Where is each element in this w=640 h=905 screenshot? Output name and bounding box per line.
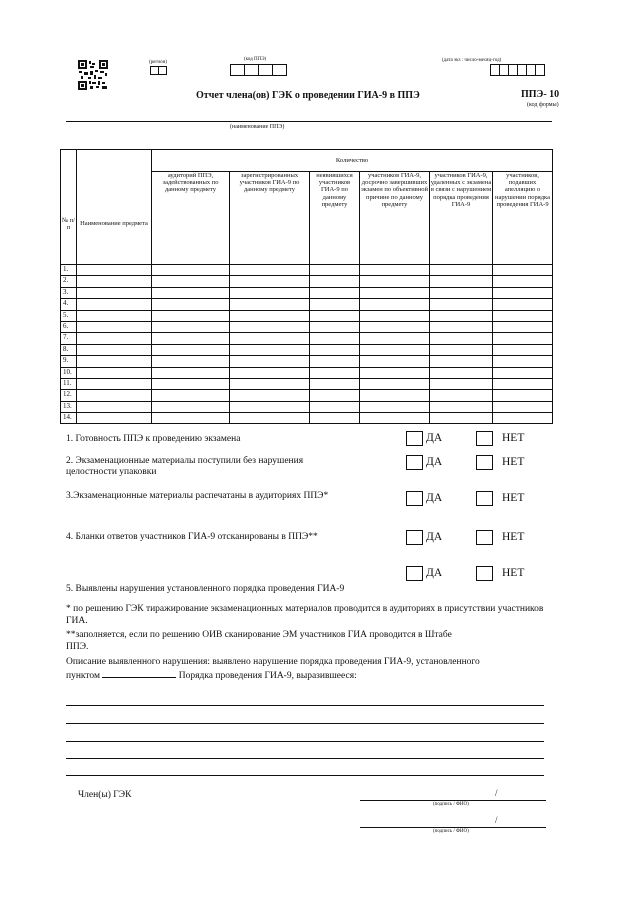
- table-cell[interactable]: [77, 333, 152, 344]
- row-number: 3.: [61, 287, 77, 298]
- table-cell[interactable]: [230, 390, 310, 401]
- row-number: 14.: [61, 413, 77, 424]
- table-cell[interactable]: [360, 333, 430, 344]
- table-cell[interactable]: [230, 401, 310, 412]
- col-num-header: № п/п: [61, 150, 77, 265]
- table-cell[interactable]: [77, 378, 152, 389]
- signature-line-1[interactable]: [360, 800, 546, 801]
- region-caption: (регион): [149, 60, 167, 65]
- table-cell[interactable]: [430, 299, 493, 310]
- table-cell[interactable]: [152, 276, 230, 287]
- no-checkbox-5[interactable]: [476, 566, 493, 581]
- table-cell[interactable]: [77, 367, 152, 378]
- table-cell[interactable]: [230, 276, 310, 287]
- table-row: [61, 299, 553, 310]
- col-registered-header: зарегистрированных участников ГИА-9 по данному предмету: [230, 172, 310, 265]
- table-cell[interactable]: [493, 310, 553, 321]
- no-checkbox-4[interactable]: [476, 530, 493, 545]
- table-row: [61, 310, 553, 321]
- table-cell[interactable]: [360, 390, 430, 401]
- yes-checkbox-1[interactable]: [406, 431, 423, 446]
- table-cell[interactable]: [230, 413, 310, 424]
- description-line[interactable]: [66, 758, 544, 759]
- table-cell[interactable]: [430, 265, 493, 276]
- table-cell[interactable]: [360, 321, 430, 332]
- table-cell[interactable]: [430, 321, 493, 332]
- table-row: [61, 276, 553, 287]
- table-cell[interactable]: [230, 299, 310, 310]
- table-cell[interactable]: [152, 413, 230, 424]
- col-auditoriums-header: аудиторий ППЭ, задействованных по данному предмету: [152, 172, 230, 265]
- table-row: [61, 321, 553, 332]
- table-cell[interactable]: [493, 401, 553, 412]
- no-checkbox-2[interactable]: [476, 455, 493, 470]
- table-cell[interactable]: [310, 390, 360, 401]
- yes-label-3: ДА: [426, 492, 443, 504]
- signature-caption-2: (подпись / ФИО): [433, 829, 469, 834]
- table-cell[interactable]: [230, 378, 310, 389]
- table-cell[interactable]: [230, 287, 310, 298]
- table-cell[interactable]: [360, 265, 430, 276]
- table-cell[interactable]: [152, 299, 230, 310]
- table-cell[interactable]: [360, 356, 430, 367]
- table-cell[interactable]: [493, 367, 553, 378]
- yes-label-1: ДА: [426, 432, 443, 444]
- table-cell[interactable]: [430, 344, 493, 355]
- table-cell[interactable]: [152, 401, 230, 412]
- row-number: 10.: [61, 367, 77, 378]
- table-cell[interactable]: [310, 356, 360, 367]
- table-cell[interactable]: [152, 378, 230, 389]
- date-cells[interactable]: [490, 64, 545, 76]
- col-appeal-header: участников, подавших апелляцию о нарушении порядка проведения ГИА-9: [493, 172, 553, 265]
- description-line-2-end: Порядка проведения ГИА-9, выразившееся:: [178, 671, 357, 681]
- col-removed-header: участников ГИА-9, удаленных с экзамена в связи с нарушением порядка проведения ГИА-9: [430, 172, 493, 265]
- subjects-table: [60, 149, 553, 424]
- row-number: 5.: [61, 310, 77, 321]
- col-early-finish-header: участников ГИА-9, досрочно завершивших экзамен по объективной причине по данному предмету: [360, 172, 430, 265]
- table-cell[interactable]: [493, 378, 553, 389]
- table-cell[interactable]: [430, 287, 493, 298]
- row-number: 11.: [61, 378, 77, 389]
- table-cell[interactable]: [430, 356, 493, 367]
- qr-code: [78, 60, 108, 90]
- yes-checkbox-4[interactable]: [406, 530, 423, 545]
- yes-checkbox-5[interactable]: [406, 566, 423, 581]
- page-title: Отчет члена(ов) ГЭК о проведении ГИА-9 в ППЭ: [196, 90, 420, 101]
- table-cell[interactable]: [77, 401, 152, 412]
- table-cell[interactable]: [360, 378, 430, 389]
- table-cell[interactable]: [493, 356, 553, 367]
- table-cell[interactable]: [230, 333, 310, 344]
- yes-label-5: ДА: [426, 567, 443, 579]
- table-cell[interactable]: [310, 344, 360, 355]
- table-cell[interactable]: [430, 401, 493, 412]
- description-line[interactable]: [66, 723, 544, 724]
- form-code-caption: (код формы): [527, 102, 559, 108]
- table-cell[interactable]: [310, 276, 360, 287]
- check-item-4: 4. Бланки ответов участников ГИА-9 отсканированы в ППЭ**: [66, 532, 318, 542]
- table-cell[interactable]: [77, 276, 152, 287]
- table-cell[interactable]: [430, 413, 493, 424]
- table-cell[interactable]: [310, 378, 360, 389]
- description-line-1: Описание выявленного нарушения: выявлено нарушение порядка проведения ГИА-9, установленного: [66, 657, 480, 667]
- table-cell[interactable]: [430, 333, 493, 344]
- table-cell[interactable]: [77, 356, 152, 367]
- row-number: 2.: [61, 276, 77, 287]
- table-cell[interactable]: [77, 287, 152, 298]
- table-cell[interactable]: [360, 344, 430, 355]
- violation-description: [66, 656, 546, 682]
- yes-label-4: ДА: [426, 531, 443, 543]
- table-cell[interactable]: [360, 401, 430, 412]
- table-cell[interactable]: [230, 321, 310, 332]
- row-number: 6.: [61, 321, 77, 332]
- table-row: [61, 356, 553, 367]
- yes-checkbox-2[interactable]: [406, 455, 423, 470]
- table-cell[interactable]: [360, 413, 430, 424]
- footnote-1: * по решению ГЭК тиражирование экзаменационных материалов проводится в аудиториях в присутствии участников ГИА.: [66, 604, 544, 626]
- table-cell[interactable]: [430, 390, 493, 401]
- table-cell[interactable]: [152, 390, 230, 401]
- row-number: 8.: [61, 344, 77, 355]
- table-cell[interactable]: [360, 276, 430, 287]
- table-cell[interactable]: [77, 413, 152, 424]
- table-cell[interactable]: [493, 265, 553, 276]
- table-cell[interactable]: [310, 333, 360, 344]
- table-cell[interactable]: [360, 299, 430, 310]
- table-cell[interactable]: [77, 321, 152, 332]
- table-cell[interactable]: [493, 276, 553, 287]
- check-item-1: 1. Готовность ППЭ к проведению экзамена: [66, 434, 241, 444]
- table-cell[interactable]: [493, 333, 553, 344]
- table-cell[interactable]: [77, 310, 152, 321]
- table-cell[interactable]: [152, 287, 230, 298]
- check-item-3: 3.Экзаменационные материалы распечатаны в аудиториях ППЭ*: [66, 491, 329, 501]
- table-cell[interactable]: [230, 367, 310, 378]
- table-cell[interactable]: [77, 344, 152, 355]
- no-label-5: НЕТ: [502, 567, 525, 579]
- table-row: [61, 401, 553, 412]
- signature-slash-2: /: [495, 815, 498, 825]
- table-cell[interactable]: [230, 310, 310, 321]
- table-cell[interactable]: [152, 321, 230, 332]
- col-subject-header: Наименование предмета: [77, 150, 152, 265]
- description-line[interactable]: [66, 775, 544, 776]
- table-cell[interactable]: [493, 344, 553, 355]
- date-caption: (дата экз : число-месяц-год): [442, 58, 502, 63]
- table-cell[interactable]: [310, 401, 360, 412]
- no-label-2: НЕТ: [502, 456, 525, 468]
- no-checkbox-1[interactable]: [476, 431, 493, 446]
- no-label-4: НЕТ: [502, 531, 525, 543]
- yes-label-2: ДА: [426, 456, 443, 468]
- table-row: [61, 413, 553, 424]
- signature-line-2[interactable]: [360, 827, 546, 828]
- ppe-name-caption: (наименование ППЭ): [230, 124, 285, 130]
- table-cell[interactable]: [310, 367, 360, 378]
- table-cell[interactable]: [430, 310, 493, 321]
- table-cell[interactable]: [430, 367, 493, 378]
- quantity-group-header: Количество: [152, 150, 553, 172]
- table-row: [61, 265, 553, 276]
- yes-checkbox-3[interactable]: [406, 491, 423, 506]
- table-cell[interactable]: [152, 310, 230, 321]
- table-row: [61, 344, 553, 355]
- table-cell[interactable]: [493, 321, 553, 332]
- ppe-code-cells[interactable]: [230, 64, 287, 76]
- region-cells[interactable]: [150, 66, 167, 75]
- table-cell[interactable]: [360, 310, 430, 321]
- table-cell[interactable]: [310, 413, 360, 424]
- table-cell[interactable]: [360, 287, 430, 298]
- col-absent-header: неявившихся участников ГИА-9 по данному предмету: [310, 172, 360, 265]
- table-row: [61, 287, 553, 298]
- table-cell[interactable]: [230, 344, 310, 355]
- row-number: 13.: [61, 401, 77, 412]
- table-row: [61, 390, 553, 401]
- table-cell[interactable]: [310, 265, 360, 276]
- no-label-3: НЕТ: [502, 492, 525, 504]
- no-label-1: НЕТ: [502, 432, 525, 444]
- table-cell[interactable]: [493, 287, 553, 298]
- table-cell[interactable]: [77, 265, 152, 276]
- table-cell[interactable]: [493, 413, 553, 424]
- table-cell[interactable]: [360, 367, 430, 378]
- row-number: 7.: [61, 333, 77, 344]
- form-code: ППЭ- 10: [521, 89, 560, 100]
- signature-caption-1: (подпись / ФИО): [433, 802, 469, 807]
- table-cell[interactable]: [152, 344, 230, 355]
- table-cell[interactable]: [310, 287, 360, 298]
- table-cell[interactable]: [152, 333, 230, 344]
- table-cell[interactable]: [77, 390, 152, 401]
- signature-slash-1: /: [495, 788, 498, 798]
- table-cell[interactable]: [430, 378, 493, 389]
- table-row: [61, 367, 553, 378]
- description-line-2-start: пунктом: [66, 671, 101, 681]
- row-number: 4.: [61, 299, 77, 310]
- description-line[interactable]: [66, 705, 544, 706]
- table-cell[interactable]: [230, 356, 310, 367]
- table-cell[interactable]: [77, 299, 152, 310]
- check-item-2: 2. Экзаменационные материалы поступили без нарушения целостности упаковки: [66, 456, 304, 477]
- table-cell[interactable]: [493, 390, 553, 401]
- table-cell[interactable]: [310, 299, 360, 310]
- ppe-code-caption: (код ППЭ): [244, 57, 267, 62]
- row-number: 9.: [61, 356, 77, 367]
- table-row: [61, 333, 553, 344]
- footnote-2: **заполняется, если по решению ОИВ сканирование ЭМ участников ГИА проводится в Штабе ППЭ.: [66, 630, 452, 652]
- no-checkbox-3[interactable]: [476, 491, 493, 506]
- members-label: Член(ы) ГЭК: [78, 790, 132, 800]
- row-number: 12.: [61, 390, 77, 401]
- description-line[interactable]: [66, 741, 544, 742]
- row-number: 1.: [61, 265, 77, 276]
- ppe-name-line[interactable]: [66, 121, 552, 122]
- table-cell[interactable]: [152, 356, 230, 367]
- table-row: [61, 378, 553, 389]
- table-cell[interactable]: [230, 265, 310, 276]
- table-cell[interactable]: [152, 265, 230, 276]
- table-cell[interactable]: [310, 310, 360, 321]
- table-cell[interactable]: [430, 276, 493, 287]
- table-cell[interactable]: [152, 367, 230, 378]
- table-cell[interactable]: [493, 299, 553, 310]
- clause-number-field[interactable]: [102, 668, 176, 678]
- check-item-5: 5. Выявлены нарушения установленного порядка проведения ГИА-9: [66, 584, 345, 594]
- table-cell[interactable]: [310, 321, 360, 332]
